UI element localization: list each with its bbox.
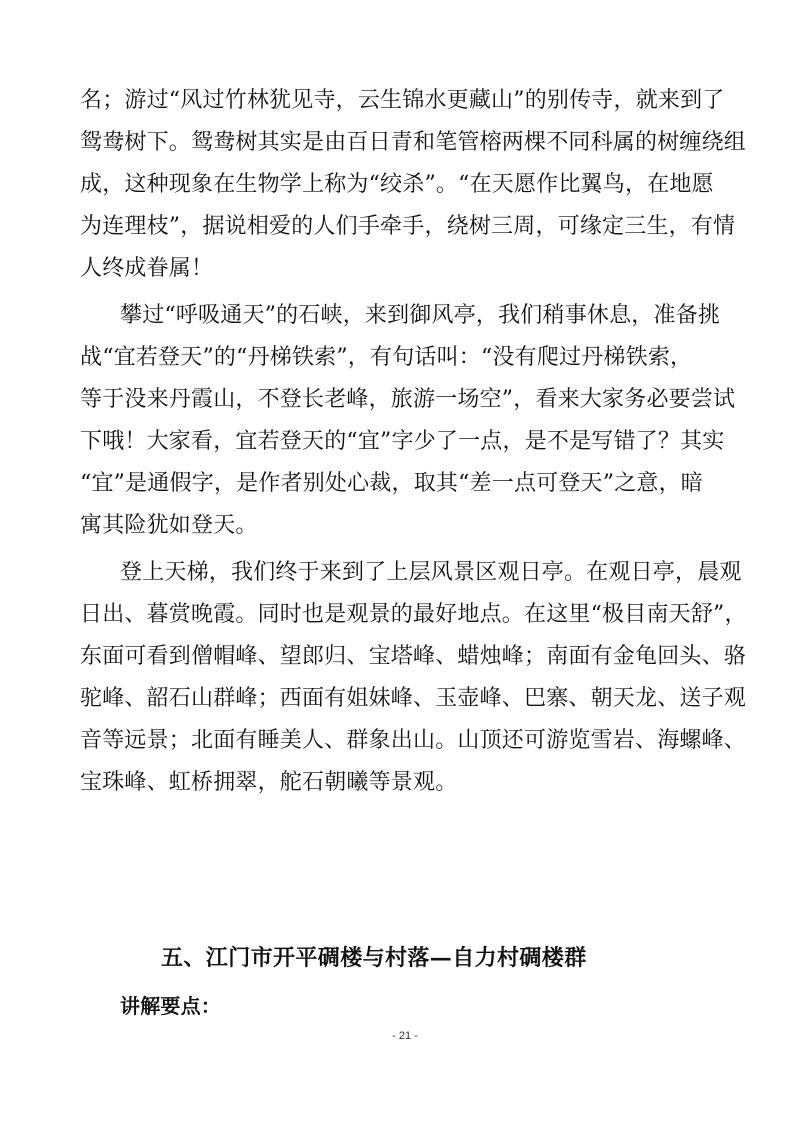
- text-line: 人终成眷属！: [80, 256, 214, 281]
- text-line: 东面可看到僧帽峰、望郎归、宝塔峰、蜡烛峰；南面有金龟回头、骆: [80, 644, 747, 669]
- text-line: “宜”是通假字，是作者别处心裁，取其“差一点可登天”之意，暗: [80, 471, 703, 496]
- text-line: 下哦！大家看，宜若登天的“宜”字少了一点，是不是写错了？其实: [80, 429, 725, 454]
- text-line: 日出、暮赏晚霞。同时也是观景的最好地点。在这里“极目南天舒”，: [80, 602, 747, 627]
- text-line: 宝珠峰、虹桥拥翠，舵石朝曦等景观。: [80, 770, 458, 795]
- text-line: 战“宜若登天”的“丹梯铁索”，有句话叫：“没有爬过丹梯铁索，: [80, 345, 693, 370]
- text-line: 名；游过“风过竹林犹见寺，云生锦水更藏山”的别传寺，就来到了: [80, 88, 725, 113]
- section-heading: 五、江门市开平碉楼与村落—自力村碉楼群: [161, 945, 587, 971]
- text-line: 寓其险犹如登天。: [80, 513, 258, 538]
- text-line: 攀过“呼吸通天”的石峡，来到御风亭，我们稍事休息，准备挑: [120, 303, 721, 328]
- text-line: 登上天梯，我们终于来到了上层风景区观日亭。在观日亭，晨观: [120, 560, 742, 585]
- page-number: - 21 -: [392, 1030, 418, 1042]
- text-line: 音等远景；北面有睡美人、群象出山。山顶还可游览雪岩、海螺峰、: [80, 728, 747, 753]
- text-line: 成，这种现象在生物学上称为“绞杀”。“在天愿作比翼鸟，在地愿: [80, 172, 714, 197]
- text-line: 为连理枝”，据说相爱的人们手牵手，绕树三周，可缘定三生，有情: [80, 214, 736, 239]
- text-line: 等于没来丹霞山，不登长老峰，旅游一场空”，看来大家务必要尝试: [80, 387, 736, 412]
- text-line: 驼峰、韶石山群峰；西面有姐妹峰、玉壶峰、巴寨、朝天龙、送子观: [80, 686, 747, 711]
- subheading-key-points: 讲解要点：: [120, 994, 221, 1018]
- text-line: 鸳鸯树下。鸳鸯树其实是由百日青和笔管榕两棵不同科属的树缠绕组: [80, 130, 747, 155]
